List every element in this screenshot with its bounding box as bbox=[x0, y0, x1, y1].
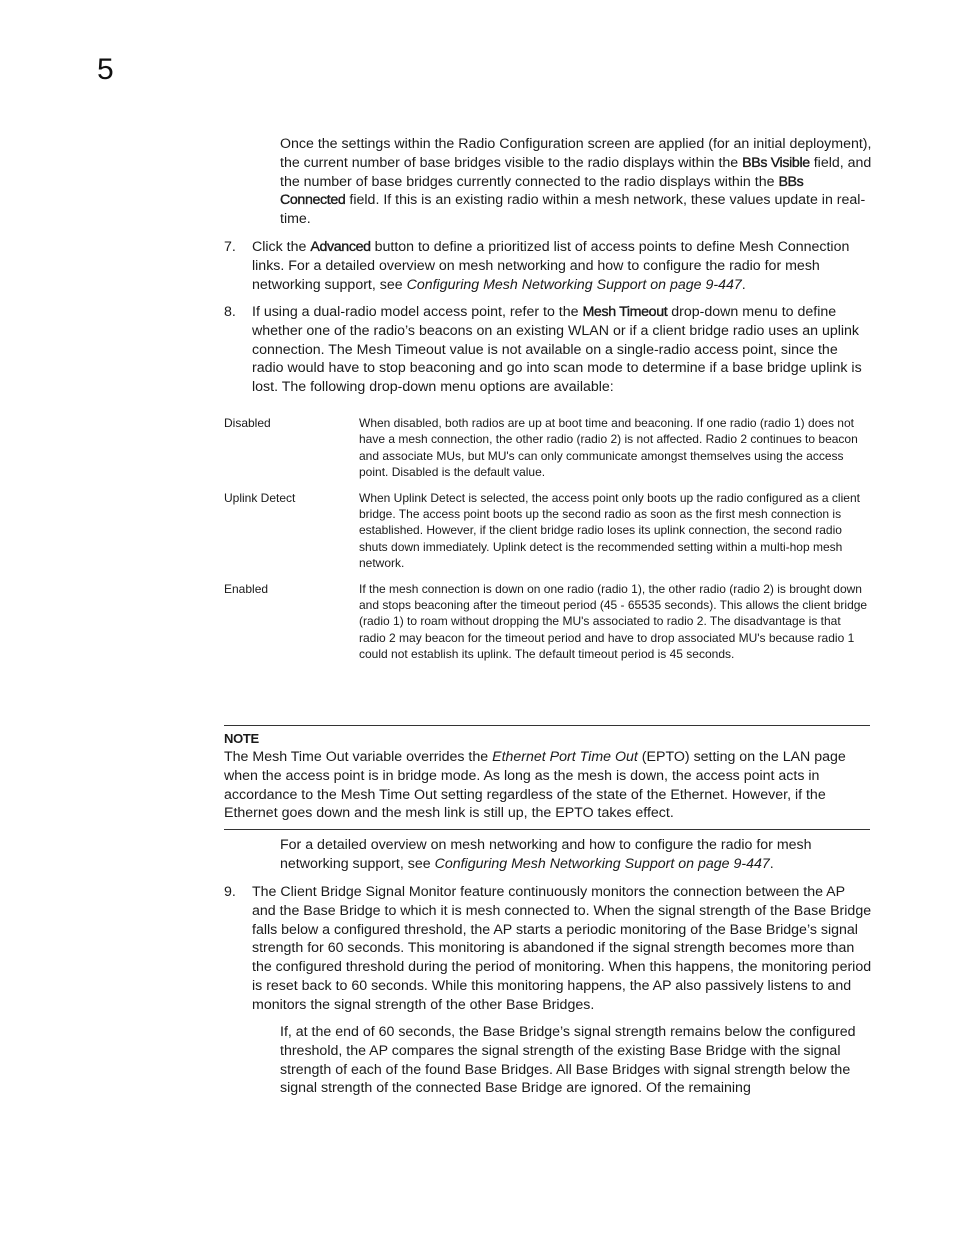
step-number: 9. bbox=[224, 884, 236, 900]
note-box bbox=[224, 725, 870, 830]
text: field, and the number of base bridges currently connected to the radio displays within the bbox=[280, 154, 872, 190]
paragraph-signal-compare: If, at the end of 60 seconds, the Base Bridge’s signal strength remains below the configured threshold, the AP compares the signal strength of the existing Base Bridge with the signal strength of each of the found Base Bridges. All Base Bridges with signal strength below the signal strength of the connected Base Bridge are ignored. Of the remaining bbox=[280, 1024, 856, 1097]
step-text: The Client Bridge Signal Monitor feature continuously monitors the connection between the AP and the Base Bridge to which it is mesh connected to. When the signal strength of the Base Bridge falls below a configured threshold, the AP starts a periodic monitoring of the Base Bridge’s signal strength for 60 seconds. This monitoring is abandoned if the signal strength becomes more than the configured threshold during the period of monitoring. When this happens, the monitoring period is reset back to 60 seconds. While this monitoring happens, the AP also passively listens to and monitors the signal strength of the other Base Bridges. bbox=[252, 884, 872, 1013]
text: The Mesh Time Out variable overrides the bbox=[224, 749, 493, 765]
paragraph-mesh-overview bbox=[280, 836, 872, 874]
option-description: If the mesh connection is down on one radio (radio 1), the other radio (radio 2) is brought down and stops beaconing after the timeout period (45 - 65535 seconds). This allows the client bridge (radio 1) to roam without dropping the MU's associated to radio 2. The disadvantage is that radio 2 may beacon for the timeout period and have to drop associated MU's because radio 1 could not establish its uplink. The default timeout period is 45 seconds. bbox=[359, 581, 868, 661]
ui-term-bbs-connected: BBs Connected bbox=[280, 173, 804, 209]
table-row bbox=[224, 581, 868, 662]
table-row bbox=[224, 490, 868, 571]
text: (EPTO) setting on the LAN page when the access point is in bridge mode. As long as the mesh is down, the access point acts in accordance to the Mesh Time Out setting regardless of the state of the Ethernet. However, if the Ethernet goes down and the mesh link is still up, the EPTO takes effect. bbox=[224, 749, 846, 822]
option-name: Uplink Detect bbox=[224, 490, 296, 505]
text: Click the bbox=[252, 239, 311, 255]
option-name: Enabled bbox=[224, 581, 269, 596]
note-text bbox=[224, 748, 870, 823]
step-7 bbox=[224, 238, 872, 294]
text: drop-down menu to define whether one of the radio’s beacons on an existing WLAN or if a client bridge radio uses an uplink connection. The Mesh Timeout value is not available on a single-radio access point, since the radio would have to stop beaconing and go into scan mode to determine if a base bridge uplink is lost. The following drop-down menu options are available: bbox=[252, 304, 862, 396]
option-name: Disabled bbox=[224, 416, 271, 430]
step-number: 8. bbox=[224, 304, 236, 320]
option-description: When Uplink Detect is selected, the access point only boots up the radio configured as a client bridge. The access point boots up the second radio as soon as the first mesh connection is established. However, if the client bridge radio loses its uplink connection, the second radio shuts down immediately. Uplink detect is the recommended setting within a multi-hop mesh network. bbox=[359, 490, 860, 570]
table-row bbox=[224, 415, 868, 480]
ui-term-advanced: Advanced bbox=[310, 239, 371, 255]
step-text bbox=[252, 303, 872, 397]
text: field. If this is an existing radio within a mesh network, these values update in real-time. bbox=[280, 192, 866, 228]
step-number: 7. bbox=[224, 239, 236, 255]
text: Once the settings within the Radio Configuration screen are applied (for an initial deployment), the current number of base bridges visible to the radio displays within the bbox=[280, 136, 872, 171]
text: . bbox=[769, 855, 774, 872]
step-text bbox=[252, 238, 872, 294]
option-description: When disabled, both radios are up at boot time and beaconing. If one radio (radio 1) does not have a mesh connection, the other radio (radio 2) is not affected. Radio 2 continues to beacon and associate MUs, but MU's can only communicate amongst themselves using the access point. Disabled is the default value. bbox=[359, 416, 858, 479]
text: . bbox=[741, 276, 746, 293]
step-8 bbox=[224, 303, 872, 397]
note-title: NOTE bbox=[224, 731, 259, 746]
text: For a detailed overview on mesh networking and how to configure the radio for mesh networking support, see bbox=[280, 837, 812, 872]
mesh-timeout-options-table bbox=[224, 415, 868, 672]
text: button to define a prioritized list of access points to define Mesh Connection links. For a detailed overview on mesh networking and how to configure the radio for mesh networking support, see bbox=[252, 239, 850, 293]
text: If using a dual-radio model access point, refer to the bbox=[252, 304, 583, 320]
ui-term-bbs-visible: BBs Visible bbox=[742, 154, 810, 171]
step-9 bbox=[224, 883, 872, 1015]
chapter-number: 5 bbox=[97, 53, 114, 86]
emphasis-term: Ethernet Port Time Out bbox=[492, 749, 638, 765]
paragraph-radio-config bbox=[280, 135, 872, 229]
cross-reference: Configuring Mesh Networking Support on page 9-447 bbox=[434, 855, 770, 872]
ui-term-mesh-timeout: Mesh Timeout bbox=[582, 304, 668, 320]
cross-reference: Configuring Mesh Networking Support on page 9-447 bbox=[406, 276, 742, 293]
